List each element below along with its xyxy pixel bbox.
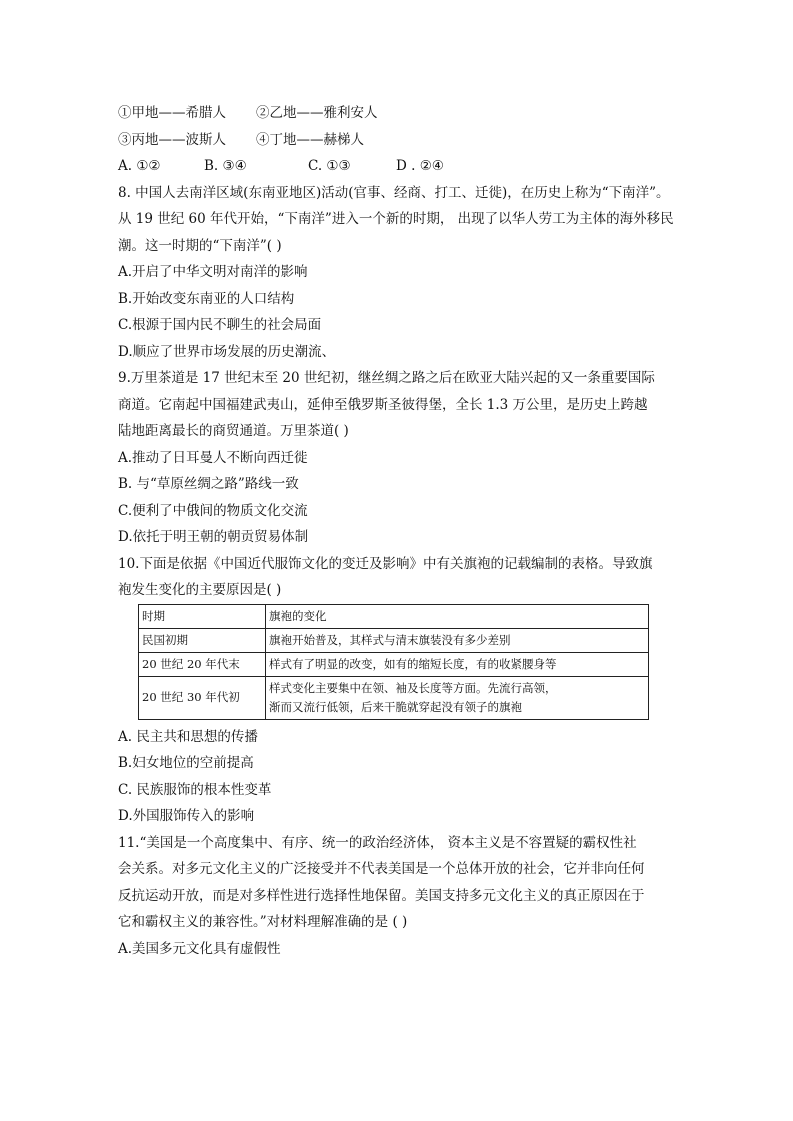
table-cell-change-line-2: 渐而又流行低领，后来干脆就穿起没有领子的旗袍 xyxy=(269,699,522,714)
table-cell-change: 旗袍开始普及，其样式与清末旗装没有多少差别 xyxy=(266,628,649,652)
q9-stem-line-3: 陆地距离最长的商贸通道。万里茶道( ) xyxy=(118,423,349,439)
q7-option-b: B. ③④ xyxy=(204,158,247,174)
table-header-period: 时期 xyxy=(139,604,266,628)
q10-option-a: A. 民主共和思想的传播 xyxy=(118,728,258,745)
table-row xyxy=(139,652,649,676)
q9-option-b: B. 与“草原丝绸之路”路线一致 xyxy=(118,476,299,492)
exam-page xyxy=(118,100,683,962)
table-cell-change: 样式有了明显的改变，如有的缩短长度，有的收紧腰身等 xyxy=(266,652,649,676)
q10-stem-line-1: 10.下面是依据《中国近代服饰文化的变迁及影响》中有关旗袍的记载编制的表格。导致旗 xyxy=(118,555,653,572)
table-cell-change-line-1: 样式变化主要集中在领、袖及长度等方面。先流行高领， xyxy=(269,680,557,695)
table-cell-change xyxy=(266,676,649,719)
table-cell-period: 民国初期 xyxy=(139,628,266,652)
q7-pairs-row-1 xyxy=(118,100,683,127)
q7-pair-4: ④丁地——赫梯人 xyxy=(256,131,364,148)
q8-option-c: C.根源于国内民不聊生的社会局面 xyxy=(118,317,322,333)
table-cell-period: 20 世纪 20 年代末 xyxy=(139,652,266,676)
q7-option-a: A. ①② xyxy=(118,158,161,174)
q8-option-b: B.开始改变东南亚的人口结构 xyxy=(118,290,295,307)
q7-pairs-row-2 xyxy=(118,127,683,154)
table-cell-period: 20 世纪 30 年代初 xyxy=(139,676,266,719)
q11-stem-line-4: 它和霸权主义的兼容性。”对材料理解准确的是 ( ) xyxy=(118,914,408,930)
table-header-row xyxy=(139,604,649,628)
q8-option-d: D.顺应了世界市场发展的历史潮流、 xyxy=(118,343,336,360)
table-row xyxy=(139,676,649,719)
q11-stem-line-3: 反抗运动开放，而是对多样性进行选择性地保留。美国支持多元文化主义的真正原因在于 xyxy=(118,887,645,904)
table-header-change: 旗袍的变化 xyxy=(266,604,649,628)
q10-stem-line-2: 袍发生变化的主要原因是( ) xyxy=(118,582,282,598)
q7-option-d: D . ②④ xyxy=(396,158,444,174)
q11-stem-line-2: 会关系。对多元文化主义的广泛接受并不代表美国是一个总体开放的社会，它并非向任何 xyxy=(118,861,645,877)
q11-option-a: A.美国多元文化具有虚假性 xyxy=(118,940,281,957)
q9-stem-line-1: 9.万里茶道是 17 世纪末至 20 世纪初，继丝绸之路之后在欧亚大陆兴起的又一条重要国际 xyxy=(118,370,655,386)
q7-options xyxy=(118,153,683,180)
q7-option-c: C. ①③ xyxy=(308,158,351,174)
q7-pair-3: ③丙地——波斯人 xyxy=(118,131,226,148)
q8-stem-line-3: 潮。这一时期的“下南洋”( ) xyxy=(118,237,282,254)
q10-option-b: B.妇女地位的空前提高 xyxy=(118,755,254,771)
qipao-table xyxy=(138,604,649,720)
q9-option-a: A.推动了日耳曼人不断向西迁徙 xyxy=(118,449,308,466)
q8-option-a: A.开启了中华文明对南洋的影响 xyxy=(118,264,308,280)
q7-pair-1: ①甲地——希腊人 xyxy=(118,105,226,121)
q8-stem-line-1: 8. 中国人去南洋区域(东南亚地区)活动(官事、经商、打工、迁徙)，在历史上称为“下南洋”。 xyxy=(118,184,670,201)
q7-pair-2: ②乙地——雅利安人 xyxy=(256,105,378,121)
q9-option-d: D.依托于明王朝的朝贡贸易体制 xyxy=(118,529,309,545)
q9-stem-line-2: 商道。它南起中国福建武夷山，延伸至俄罗斯圣彼得堡，全长 1.3 万公里，是历史上跨越 xyxy=(118,396,648,413)
q10-option-d: D.外国服饰传入的影响 xyxy=(118,808,255,824)
q9-option-c: C.便利了中俄间的物质文化交流 xyxy=(118,502,308,519)
q10-option-c: C. 民族服饰的根本性变革 xyxy=(118,781,272,798)
table-row xyxy=(139,628,649,652)
q11-stem-line-1: 11.“美国是一个高度集中、有序、统一的政治经济体， 资本主义是不容置疑的霸权性社 xyxy=(118,834,637,851)
q8-stem-line-2: 从 19 世纪 60 年代开始，“下南洋”进入一个新的时期， 出现了以华人劳工为主体的海外移民 xyxy=(118,211,674,227)
